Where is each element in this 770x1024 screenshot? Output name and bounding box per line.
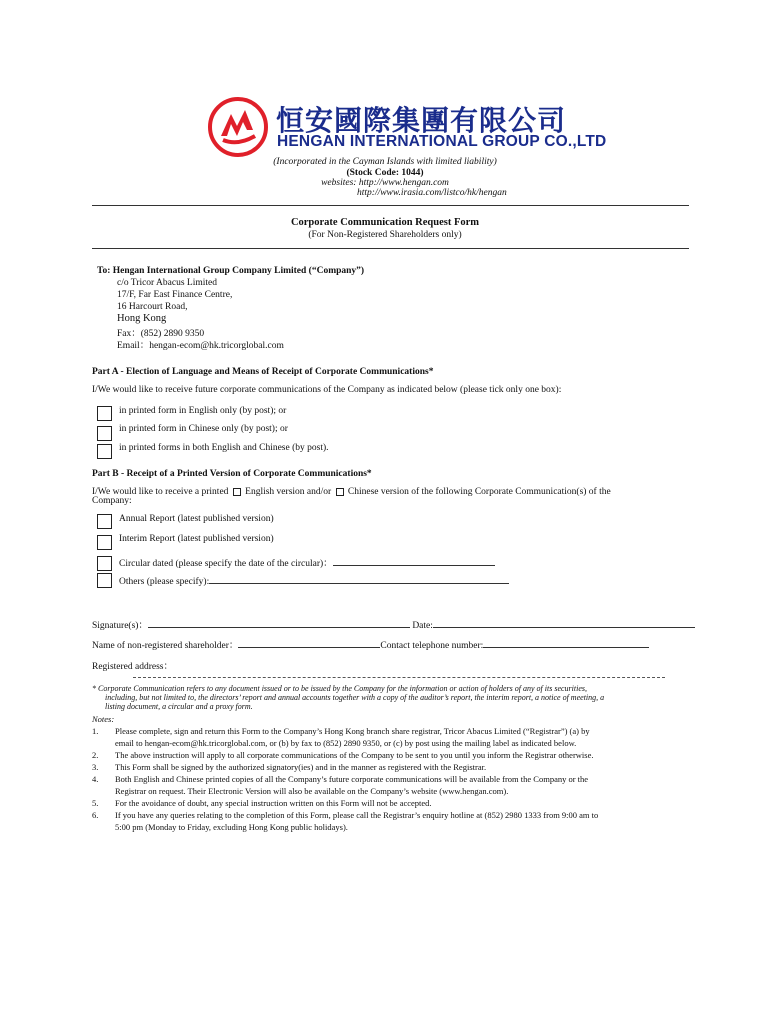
contact-label: Contact telephone number: (380, 641, 484, 651)
part-b-intro-c: Chinese version of the following Corporate Communication(s) of the (347, 487, 611, 497)
part-a-intro: I/We would like to receive future corporate communications of the Company as indicated below (please tick only one box): (92, 385, 562, 395)
notes-label: Notes: (92, 714, 115, 724)
checkbox-chinese-version[interactable] (336, 488, 344, 496)
part-b-heading: Part B - Receipt of a Printed Version of Corporate Communications* (92, 469, 372, 479)
divider-bottom (92, 248, 689, 249)
option-others (119, 575, 509, 587)
address-line: c/o Tricor Abacus Limited (117, 278, 218, 288)
note-number: 3. (92, 762, 99, 772)
option-chinese-only: in printed form in Chinese only (by post); or (119, 424, 288, 434)
note-line: Registrar on request. Their Electronic Version will also be available on the Company’s website (www.hengan.com). (115, 786, 509, 796)
contact-field[interactable] (483, 639, 649, 648)
option-circular-label: Circular dated (please specify the date of the circular)： (119, 559, 333, 569)
option-others-label: Others (please specify): (119, 577, 210, 587)
note-line: Please complete, sign and return this Form to the Company’s Hong Kong branch share registrar, Tricor Abacus Limited (“Registrar”) (a) by (115, 726, 590, 736)
option-english-only: in printed form in English only (by post); or (119, 406, 287, 416)
others-specify-field[interactable] (209, 575, 509, 584)
checkbox-circular[interactable] (97, 556, 112, 571)
checkbox-english-version[interactable] (233, 488, 241, 496)
part-b-intro-b: English version and/or (245, 487, 332, 497)
address-line: Hong Kong (117, 313, 167, 324)
option-annual-report: Annual Report (latest published version) (119, 514, 274, 524)
option-circular (119, 555, 495, 569)
note-number: 6. (92, 810, 99, 820)
checkbox-chinese-only[interactable] (97, 426, 112, 441)
note-number: 5. (92, 798, 99, 808)
form-title: Corporate Communication Request Form (290, 217, 480, 228)
signature-label: Signature(s)： (92, 621, 148, 631)
name-label: Name of non-registered shareholder： (92, 641, 239, 651)
checkbox-english-only[interactable] (97, 406, 112, 421)
stock-code: (Stock Code: 1044) (346, 168, 424, 178)
websites-line-2: http://www.irasia.com/listco/hk/hengan (357, 188, 507, 198)
addressee-line: To: Hengan International Group Company Limited (“Company”) (97, 266, 365, 276)
company-logo (207, 96, 269, 158)
note-line: For the avoidance of doubt, any special instruction written on this Form will not be accepted. (115, 798, 432, 808)
note-line: This Form shall be signed by the authorized signatory(ies) and in the manner as registered with the Registrar. (115, 762, 487, 772)
address-field[interactable] (133, 677, 665, 678)
circular-date-field[interactable] (333, 557, 495, 566)
note-text (115, 725, 688, 749)
option-both-languages: in printed forms in both English and Chinese (by post). (119, 443, 329, 453)
option-interim-report: Interim Report (latest published version) (119, 534, 274, 544)
email-line: Email：hengan-ecom@hk.tricorglobal.com (117, 341, 284, 351)
part-b-intro (92, 487, 611, 497)
part-b-intro-2: Company: (92, 496, 132, 506)
incorporation-note: (Incorporated in the Cayman Islands with limited liability) (273, 157, 497, 167)
address-label: Registered address： (92, 662, 173, 672)
note-number: 1. (92, 726, 99, 736)
address-line: 17/F, Far East Finance Centre, (117, 290, 233, 300)
checkbox-annual-report[interactable] (97, 514, 112, 529)
websites-line-1: websites: http://www.hengan.com (321, 178, 449, 188)
note-text (115, 773, 688, 797)
address-line: 16 Harcourt Road, (117, 302, 188, 312)
checkbox-both-languages[interactable] (97, 444, 112, 459)
company-name-english: HENGAN INTERNATIONAL GROUP CO.,LTD (277, 133, 607, 150)
company-name-chinese: 恒安國際集團有限公司 (276, 104, 567, 137)
fax-line: Fax：(852) 2890 9350 (117, 329, 205, 339)
note-line: Both English and Chinese printed copies of all the Company’s future corporate communications will be available from the Company or the (115, 774, 589, 784)
divider-top (92, 205, 689, 206)
footnote (92, 684, 688, 711)
name-row (92, 637, 649, 651)
note-line: If you have any queries relating to the completion of this Form, please call the Registrar’s enquiry hotline at (852) 2980 1333 from 9:00 am to (115, 810, 599, 820)
date-field[interactable] (433, 619, 695, 628)
footnote-line: * Corporate Communication refers to any document issued or to be issued by the Company for the information or action of holders of any of its securities, (92, 684, 587, 693)
part-a-heading: Part A - Election of Language and Means of Receipt of Corporate Communications* (92, 367, 434, 377)
footnote-line: listing document, a circular and a proxy form. (105, 702, 253, 711)
note-line: The above instruction will apply to all corporate communications of the Company to be sent to you until you inform the Registrar otherwise. (115, 750, 594, 760)
name-field[interactable] (238, 639, 380, 648)
note-number: 4. (92, 774, 99, 784)
form-subtitle: (For Non-Registered Shareholders only) (308, 230, 462, 240)
signature-row (92, 617, 695, 631)
note-line: email to hengan-ecom@hk.tricorglobal.com, or (b) by fax to (852) 2890 9350, or (c) by post using the mailing label as indicated below. (115, 738, 577, 748)
signature-field[interactable] (148, 619, 410, 628)
footnote-line: including, but not limited to, the directors’ report and annual accounts together with a copy of the auditor’s report, the interim report, a notice of meeting, a (105, 693, 605, 702)
checkbox-others[interactable] (97, 573, 112, 588)
note-line: 5:00 pm (Monday to Friday, excluding Hong Kong public holidays). (115, 822, 348, 832)
part-b-intro-a: I/We would like to receive a printed (92, 487, 229, 497)
checkbox-interim-report[interactable] (97, 535, 112, 550)
note-number: 2. (92, 750, 99, 760)
note-text (115, 809, 688, 833)
date-label: Date: (412, 621, 433, 631)
